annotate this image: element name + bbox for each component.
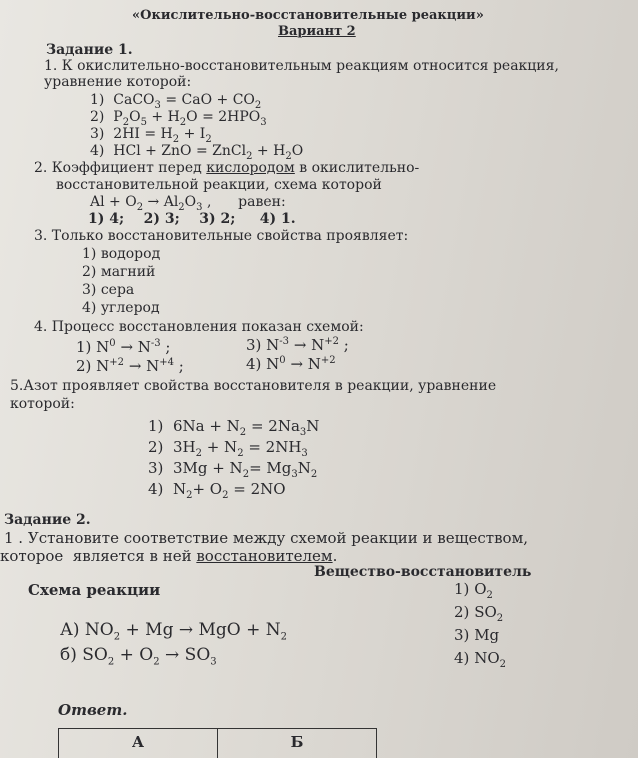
q4-option: 1) $N^0 \to N^{-3}$ ; [76, 338, 171, 356]
reducer-option: 4) $NO_2$ [454, 649, 506, 670]
q1-option: 3) $2HI = H_2 + I_2$ [90, 126, 212, 145]
task2-text-line2: которое является в ней восстановителем. [0, 547, 338, 565]
q5-text-line1: 5.Азот проявляет свойства восстановителя в реакции, уравнение [10, 378, 497, 394]
answer-table [58, 728, 377, 758]
q3-text: 3. Только восстановительные свойства проявляет: [34, 228, 409, 244]
q1-option: 4) HCl + ZnO = ZnCl$_2$ + $H_2O$ [90, 143, 304, 162]
reaction-scheme: б) $SO_2 + O_2 \to SO_3$ [60, 645, 217, 668]
q5-text-line2: которой: [10, 396, 75, 412]
reducer-option: 1) $O_2$ [454, 580, 493, 601]
q5-option: 1) $6Na + N_2 = 2Na_3N$ [148, 417, 320, 438]
q4-text: 4. Процесс восстановления показан схемой: [34, 319, 364, 335]
q4-option: 3) $N^{-3} \to N^{+2}$ ; [246, 336, 349, 354]
q3-option: 4) углерод [82, 300, 160, 316]
task1-heading: Задание 1. [46, 42, 133, 58]
q5-option: 2) $3H_2 + N_2 = 2NH_3$ [148, 438, 308, 459]
q3-option: 2) магний [82, 264, 156, 280]
schemes-column-header: Схема реакции [28, 581, 161, 599]
q1-option: 1) CaCO$_3$ = CaO + $CO_2$ [90, 92, 262, 111]
reducers-column-header: Вещество-восстановитель [314, 564, 532, 580]
answer-cell-b[interactable]: Б [218, 729, 377, 758]
q1-text-line2: уравнение которой: [44, 74, 192, 90]
worksheet-title: «Окислительно-восстановительные реакции» [132, 8, 484, 23]
q1-text-line1: 1. К окислительно-восстановительным реакциям относится реакция, [44, 58, 559, 74]
q5-option: 4) $N_2+ O_2 = 2NO$ [148, 480, 286, 501]
variant-label: Вариант 2 [278, 24, 356, 39]
q3-option: 1) водород [82, 246, 161, 262]
q3-option: 3) сера [82, 282, 135, 298]
task2-text-line1: 1 . Установите соответствие между схемой реакции и веществом, [4, 529, 529, 547]
reaction-scheme: А) $NO_2 + Mg$ → MgO + $N_2$ [60, 620, 288, 643]
q4-option: 4) $N^0 \to N^{+2}$ [246, 355, 336, 373]
q2-scheme: $Al + O_2 \to Al_2O_3$ , равен: [90, 194, 286, 213]
q5-option: 3) $3Mg + N_2= Mg_3N_2$ [148, 459, 318, 480]
answer-cell-a[interactable]: А [59, 729, 218, 758]
q2-answers: 1) 4; 2) 3; 3) 2; 4) 1. [88, 211, 296, 227]
q2-text-line1: 2. Коэффициент перед кислородом в окислительно- [34, 160, 420, 176]
reducer-option: 3) Mg [454, 626, 500, 644]
q1-option: 2) $P_2O_5 + H_2O = 2HPO_3$ [90, 109, 267, 128]
task2-heading: Задание 2. [4, 512, 91, 528]
answer-label: Ответ. [58, 701, 128, 719]
q4-option: 2) $N^{+2} \to N^{+4}$ ; [76, 357, 184, 375]
reducer-option: 2) $SO_2$ [454, 603, 504, 624]
q2-text-line2: восстановительной реакции, схема которой [56, 177, 382, 193]
